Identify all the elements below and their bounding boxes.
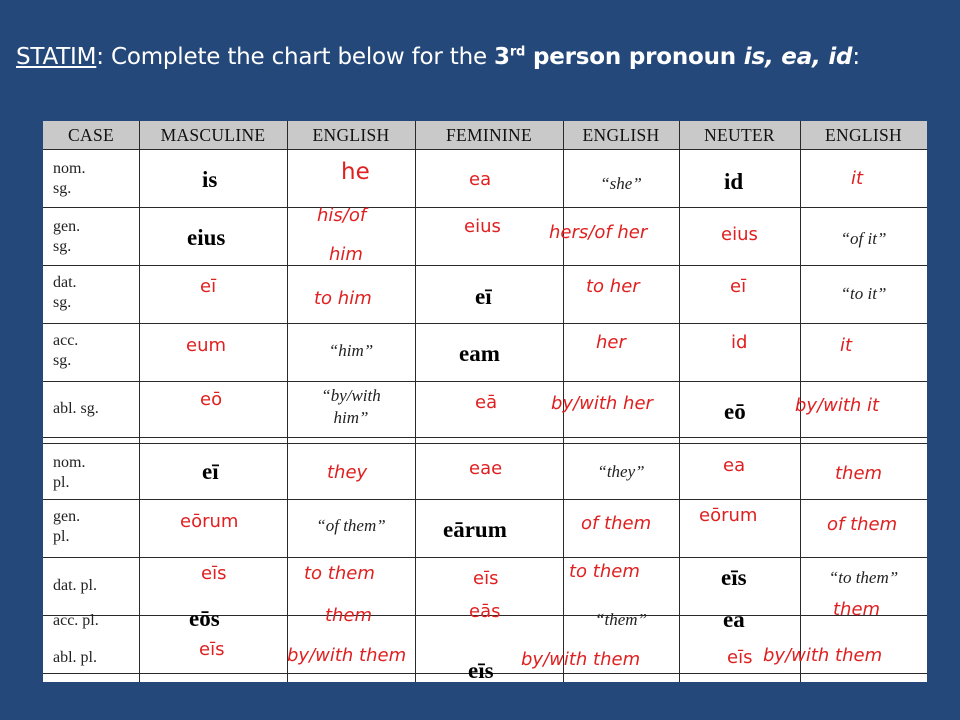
grid-line xyxy=(43,149,927,150)
answer: by/with it xyxy=(795,395,880,416)
printed-form: eī xyxy=(202,459,219,484)
answer: eum xyxy=(186,335,227,356)
grid-line xyxy=(679,121,680,682)
answer: they xyxy=(327,462,368,483)
case-label: gen. pl. xyxy=(53,508,81,545)
header-english-3: ENGLISH xyxy=(825,125,902,145)
answer: eīs xyxy=(199,639,225,660)
case-label: acc. pl. xyxy=(53,612,99,629)
answer: by/with them xyxy=(287,645,407,666)
title-end: : xyxy=(852,44,860,70)
answer: eās xyxy=(469,601,501,622)
case-label: acc. sg. xyxy=(53,332,79,369)
answer: eius xyxy=(721,224,758,245)
header-case: CASE xyxy=(68,125,114,145)
title-forms: is, ea, id xyxy=(743,44,853,70)
answer: eius xyxy=(464,216,501,237)
printed-translation: “to it” xyxy=(840,284,887,303)
header-masculine: MASCULINE xyxy=(160,125,266,145)
grid-line xyxy=(43,207,927,208)
answer: to them xyxy=(569,561,640,582)
answer: of them xyxy=(581,513,652,534)
title-colon: : xyxy=(96,44,111,70)
grid-line xyxy=(415,121,416,682)
printed-translation: “them” xyxy=(595,610,647,629)
printed-translation: “by/with him” xyxy=(321,386,381,427)
printed-form: id xyxy=(724,169,744,194)
answer: eīs xyxy=(473,568,499,589)
statim-label: STATIM xyxy=(16,44,97,70)
answer: them xyxy=(833,599,881,620)
answer: to them xyxy=(304,563,375,584)
title-ordinal-sup: rd xyxy=(509,44,526,60)
answer: to her xyxy=(586,276,640,297)
answer: by/with them xyxy=(521,649,641,670)
answer: his/of xyxy=(317,205,367,226)
answer: eīs xyxy=(727,647,753,668)
answer: eōrum xyxy=(180,511,239,532)
answer: he xyxy=(341,159,370,185)
answer: by/with her xyxy=(551,393,653,414)
title-text-1: Complete the chart below for the xyxy=(110,44,495,70)
answer: it xyxy=(851,168,864,189)
title-ordinal: 3 xyxy=(494,44,510,70)
answer: it xyxy=(840,335,853,356)
printed-form: eōs xyxy=(189,606,220,631)
answer: eī xyxy=(730,276,747,297)
printed-form: eīs xyxy=(721,565,747,590)
case-label: abl. sg. xyxy=(53,400,99,417)
answer: them xyxy=(325,605,373,626)
printed-translation: “of them” xyxy=(316,516,386,535)
printed-form: eam xyxy=(459,341,500,366)
case-label: dat. sg. xyxy=(53,274,77,311)
grid-line xyxy=(139,121,140,682)
pronoun-chart xyxy=(43,121,927,682)
grid-line xyxy=(43,381,927,382)
title-text-2: person pronoun xyxy=(525,44,744,70)
header-feminine: FEMININE xyxy=(445,125,532,145)
slide-title xyxy=(16,44,956,70)
case-label: nom. pl. xyxy=(53,454,86,491)
case-label: abl. pl. xyxy=(53,649,97,666)
answer: eā xyxy=(475,392,498,413)
answer: them xyxy=(835,463,883,484)
printed-translation: “of it” xyxy=(840,229,887,248)
answer: eī xyxy=(200,276,217,297)
case-label: dat. pl. xyxy=(53,577,97,594)
answer: of them xyxy=(827,514,898,535)
grid-line xyxy=(43,443,927,444)
answer: id xyxy=(731,332,748,353)
answer: to him xyxy=(314,288,372,309)
header-english-2: ENGLISH xyxy=(582,125,660,145)
printed-form: eī xyxy=(475,284,492,309)
grid-line xyxy=(43,557,927,558)
answer: eae xyxy=(469,458,503,479)
case-label: nom. sg. xyxy=(53,160,86,197)
printed-translation: “him” xyxy=(328,341,374,360)
answer: ea xyxy=(469,169,492,190)
printed-translation: “she” xyxy=(600,174,642,193)
answer: her xyxy=(596,332,626,353)
printed-translation: “they” xyxy=(597,462,645,481)
header-english-1: ENGLISH xyxy=(312,125,390,145)
grid-line xyxy=(43,265,927,266)
answer: hers/of her xyxy=(549,222,648,243)
answer: eō xyxy=(200,389,223,410)
answer: eīs xyxy=(201,563,227,584)
grid-line xyxy=(43,499,927,500)
printed-form: is xyxy=(202,167,218,192)
printed-form: ea xyxy=(723,607,745,632)
answer: ea xyxy=(723,455,746,476)
printed-form: eārum xyxy=(443,517,507,542)
case-label: gen. sg. xyxy=(53,218,81,255)
printed-form: eius xyxy=(187,225,226,250)
grid-line xyxy=(43,437,927,438)
header-neuter: NEUTER xyxy=(704,125,775,145)
printed-translation: “to them” xyxy=(828,568,899,587)
printed-form: eō xyxy=(724,399,746,424)
answer: him xyxy=(329,244,363,265)
answer: by/with them xyxy=(763,645,883,666)
grid-line xyxy=(43,323,927,324)
answer: eōrum xyxy=(699,505,758,526)
printed-form: eīs xyxy=(468,658,494,683)
